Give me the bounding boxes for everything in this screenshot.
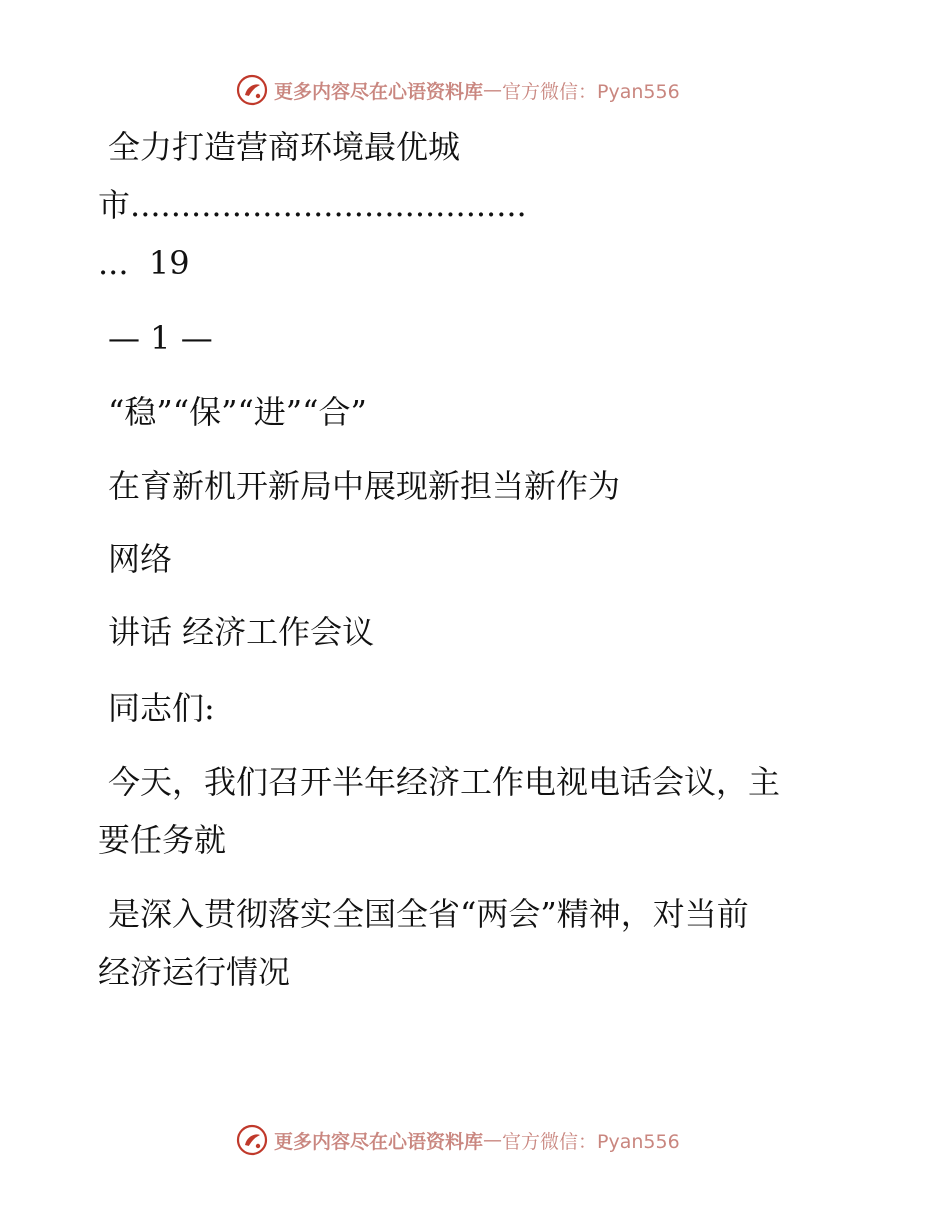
watermark-brand-text: 更多内容尽在心语资料库 [274,80,484,103]
toc-entry-leader-end [98,243,190,283]
paragraph-1-line-2: 要任务就 [98,821,227,859]
brand-logo-icon [236,74,268,106]
paragraph-2-line-2: 经济运行情况 [98,953,291,991]
watermark-separator: — [483,79,503,101]
toc-entry-title: 全力打造营商环境最优城 [108,128,461,166]
watermark-separator: — [483,1129,503,1151]
toc-page-number: 19 [148,244,190,282]
watermark-banner-bottom [236,1122,680,1158]
watermark-wechat-text: 官方微信：Pyan556 [502,80,680,103]
watermark-brand-text: 更多内容尽在心语资料库 [274,1130,484,1153]
page-marker: — 1 — [108,319,213,357]
watermark-banner-top [236,72,680,108]
brand-logo-icon [236,1124,268,1156]
article-category: 讲话 经济工作会议 [108,613,375,651]
paragraph-2-line-1: 是深入贯彻落实全国全省“两会”精神，对当前 [108,895,749,933]
article-headline: 在育新机开新局中展现新担当新作为 [108,467,621,505]
keywords-line: “稳”“保”“进”“合” [108,393,367,431]
salutation: 同志们: [108,689,215,727]
toc-leader-dots: ....................................... [130,186,527,224]
paragraph-1-line-1: 今天，我们召开半年经济工作电视电话会议，主 [108,763,781,801]
toc-entry-title-cont [98,185,527,225]
toc-leader-dots-end: ... [98,244,129,282]
toc-entry-title-cont-text: 市 [98,186,131,224]
article-source: 网络 [108,540,173,578]
watermark-wechat-text: 官方微信：Pyan556 [502,1130,680,1153]
